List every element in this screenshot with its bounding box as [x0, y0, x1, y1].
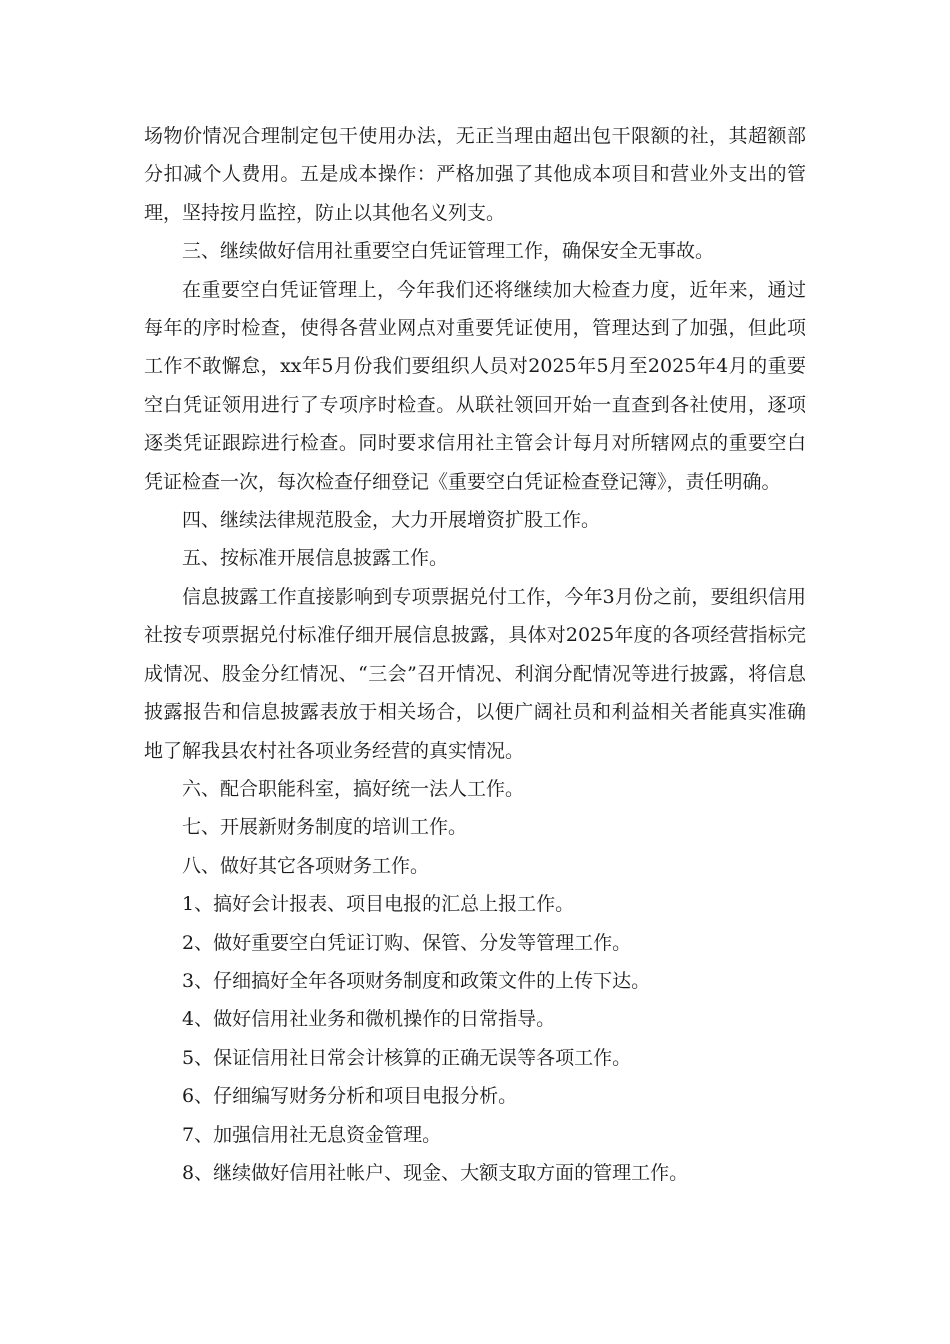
heading-section-6: 六、配合职能科室，搞好统一法人工作。 — [182, 777, 525, 800]
paragraph-voucher-management: 在重要空白凭证管理上，今年我们还将继续加大检查力度，近年来，通过每年的序时检查，使得各营业网点对重要凭证使用，管理达到了加强，但此项工作不敢懈怠，xx年5月份我们要组织人员对2025年5月至2025年4月的重要空白凭证领用进行了专项序时检查。从联社领回开始一直查到各社使用，逐项逐类凭证跟踪进行检查。同时要求信用社主管会计每月对所辖网点的重要空白凭证检查一次，每次检查仔细登记《重要空白凭证检查登记簿》，责任明确。 — [144, 278, 806, 493]
list-item: 5、保证信用社日常会计核算的正确无误等各项工作。 — [182, 1046, 632, 1069]
heading-section-7: 七、开展新财务制度的培训工作。 — [182, 816, 468, 839]
list-item: 8、继续做好信用社帐户、现金、大额支取方面的管理工作。 — [182, 1161, 689, 1184]
list-item: 7、加强信用社无息资金管理。 — [182, 1123, 442, 1146]
heading-section-5: 五、按标准开展信息披露工作。 — [182, 547, 449, 570]
paragraph-disclosure: 信息披露工作直接影响到专项票据兑付工作，今年3月份之前，要组织信用社按专项票据兑付标准仔细开展信息披露，具体对2025年度的各项经营指标完成情况、股金分红情况、“三会”召开情况、利润分配情况等进行披露，将信息披露报告和信息披露表放于相关场合，以便广阔社员和利益相关者能真实准确地了解我县农村社各项业务经营的真实情况。 — [144, 585, 806, 762]
heading-section-8: 八、做好其它各项财务工作。 — [182, 854, 430, 877]
list-item: 3、仔细搞好全年各项财务制度和政策文件的上传下达。 — [182, 969, 651, 992]
document-body — [144, 117, 806, 1192]
list-item: 1、搞好会计报表、项目电报的汇总上报工作。 — [182, 893, 575, 916]
list-item: 2、做好重要空白凭证订购、保管、分发等管理工作。 — [182, 931, 632, 954]
list-item: 6、仔细编写财务分析和项目电报分析。 — [182, 1085, 518, 1108]
list-item: 4、做好信用社业务和微机操作的日常指导。 — [182, 1008, 556, 1031]
heading-section-4: 四、继续法律规范股金，大力开展增资扩股工作。 — [182, 509, 601, 532]
heading-section-3: 三、继续做好信用社重要空白凭证管理工作，确保安全无事故。 — [182, 240, 715, 263]
paragraph-continuation: 场物价情况合理制定包干使用办法，无正当理由超出包干限额的社，其超额部分扣减个人费用。五是成本操作：严格加强了其他成本项目和营业外支出的管理，坚持按月监控，防止以其他名义列支。 — [144, 125, 806, 224]
